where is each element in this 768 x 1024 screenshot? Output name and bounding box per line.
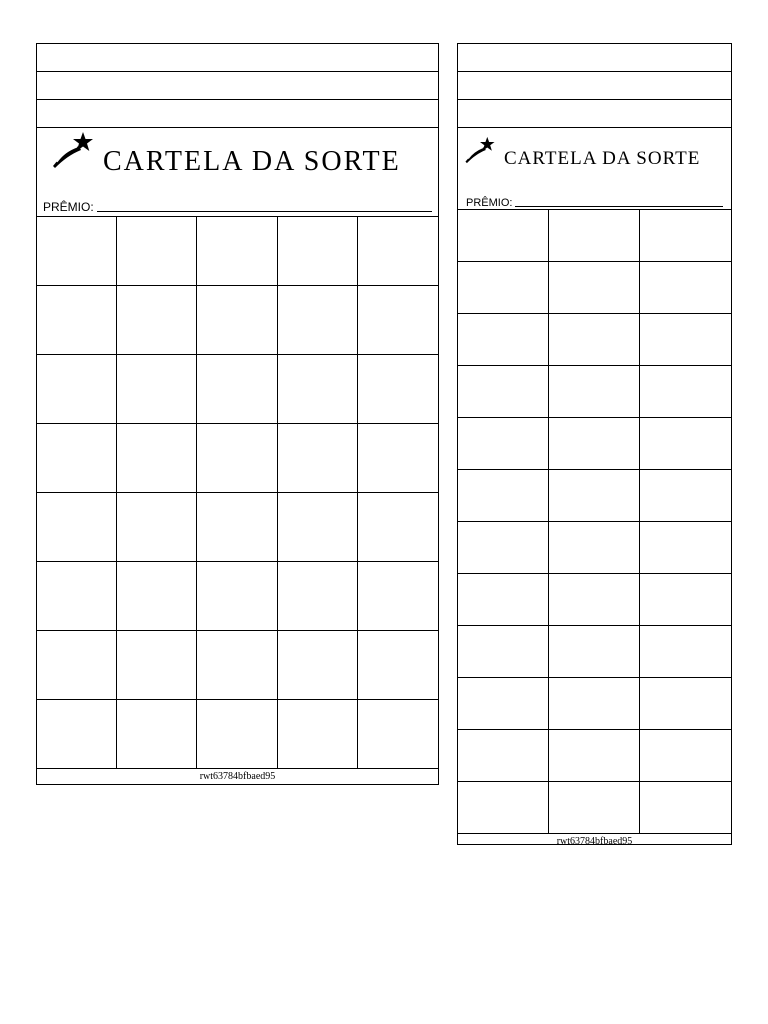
grid-cell	[458, 730, 549, 782]
blank-row	[458, 72, 731, 100]
grid-cell	[117, 286, 197, 355]
grid-cell	[640, 730, 731, 782]
grid-cell	[549, 730, 640, 782]
lucky-card-small	[457, 43, 732, 845]
grid-cell	[358, 700, 438, 769]
grid-cell	[358, 286, 438, 355]
grid-cell	[549, 626, 640, 678]
grid-cell	[458, 626, 549, 678]
card-code: rwt63784bfbaed95	[556, 836, 633, 847]
grid-cell	[37, 700, 117, 769]
grid-cell	[549, 262, 640, 314]
grid-cell	[358, 493, 438, 562]
grid-cell	[549, 314, 640, 366]
grid-cell	[197, 217, 277, 286]
prize-line	[97, 210, 432, 212]
grid-cell	[458, 262, 549, 314]
prize-field	[43, 200, 432, 214]
prize-field	[466, 197, 723, 209]
grid-cell	[640, 782, 731, 834]
grid-cell	[458, 210, 549, 262]
grid-cell	[549, 574, 640, 626]
grid-cell	[458, 366, 549, 418]
blank-row	[458, 44, 731, 72]
grid-cell	[358, 217, 438, 286]
grid-cell	[549, 366, 640, 418]
grid-cell	[358, 355, 438, 424]
prize-label: PRÊMIO:	[466, 197, 513, 209]
grid-cell	[458, 470, 549, 522]
grid-cell	[278, 562, 358, 631]
grid-cell	[117, 631, 197, 700]
grid-cell	[37, 355, 117, 424]
grid-cell	[278, 424, 358, 493]
grid-cell	[358, 562, 438, 631]
grid-cell	[37, 217, 117, 286]
shooting-star-icon	[51, 130, 95, 170]
grid-cell	[549, 678, 640, 730]
grid-cell	[117, 562, 197, 631]
grid-cell	[278, 700, 358, 769]
card-title: CARTELA DA SORTE	[103, 146, 401, 177]
grid-cell	[640, 366, 731, 418]
grid-cell	[197, 286, 277, 355]
grid-cell	[278, 217, 358, 286]
grid-cell	[549, 782, 640, 834]
grid-cell	[458, 678, 549, 730]
grid-cell	[117, 355, 197, 424]
blank-row	[37, 100, 438, 128]
grid-cell	[640, 210, 731, 262]
blank-row	[37, 44, 438, 72]
grid-cell	[640, 522, 731, 574]
card-header	[458, 128, 731, 210]
grid-cell	[358, 424, 438, 493]
card-header	[37, 128, 438, 217]
lucky-card-large	[36, 43, 439, 785]
grid-cell	[117, 700, 197, 769]
grid-cell	[640, 470, 731, 522]
number-grid	[458, 210, 731, 834]
grid-cell	[640, 262, 731, 314]
grid-cell	[640, 314, 731, 366]
grid-cell	[640, 574, 731, 626]
grid-cell	[278, 493, 358, 562]
grid-cell	[37, 286, 117, 355]
grid-cell	[549, 470, 640, 522]
prize-label: PRÊMIO:	[43, 200, 94, 214]
grid-cell	[117, 424, 197, 493]
grid-cell	[117, 217, 197, 286]
grid-cell	[458, 574, 549, 626]
grid-cell	[458, 314, 549, 366]
grid-cell	[37, 562, 117, 631]
grid-cell	[458, 522, 549, 574]
grid-cell	[640, 678, 731, 730]
grid-cell	[197, 355, 277, 424]
grid-cell	[458, 782, 549, 834]
card-title: CARTELA DA SORTE	[504, 148, 701, 169]
grid-cell	[197, 424, 277, 493]
grid-cell	[278, 355, 358, 424]
grid-cell	[549, 522, 640, 574]
grid-cell	[37, 424, 117, 493]
grid-cell	[278, 631, 358, 700]
grid-cell	[358, 631, 438, 700]
grid-cell	[117, 493, 197, 562]
blank-row	[458, 100, 731, 128]
number-grid	[37, 217, 438, 769]
grid-cell	[278, 286, 358, 355]
blank-row	[37, 72, 438, 100]
grid-cell	[640, 418, 731, 470]
grid-cell	[640, 626, 731, 678]
grid-cell	[458, 418, 549, 470]
grid-cell	[549, 210, 640, 262]
grid-cell	[197, 700, 277, 769]
grid-cell	[197, 631, 277, 700]
grid-cell	[549, 418, 640, 470]
grid-cell	[37, 493, 117, 562]
grid-cell	[197, 562, 277, 631]
prize-line	[515, 205, 723, 207]
shooting-star-icon	[464, 134, 496, 166]
grid-cell	[197, 493, 277, 562]
grid-cell	[37, 631, 117, 700]
card-code: rwt63784bfbaed95	[199, 771, 276, 782]
